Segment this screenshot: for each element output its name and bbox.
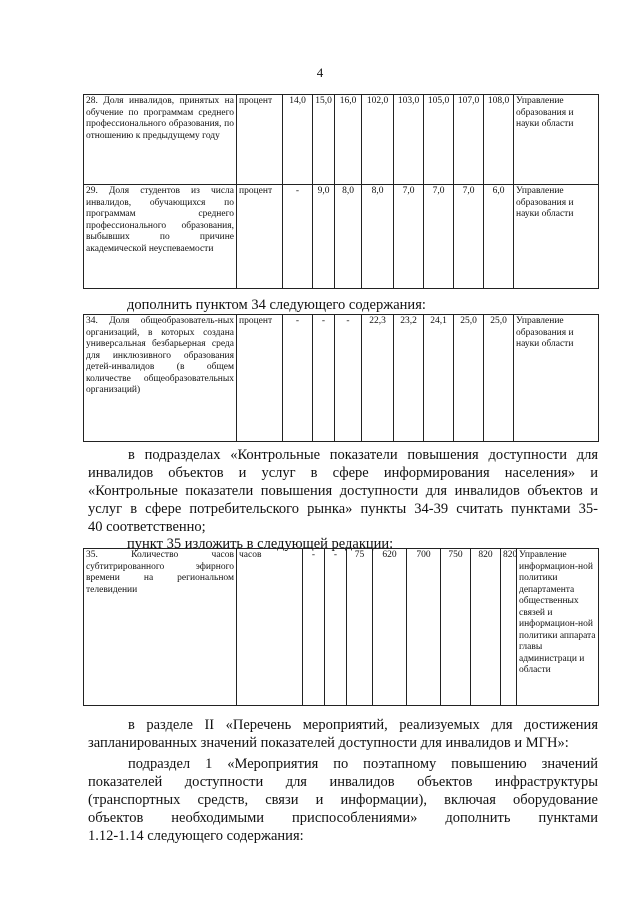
value-cell: 820 — [501, 549, 517, 706]
text-line: инвалидов объектов и услуг в сфере информирования населения» и — [88, 465, 598, 481]
unit-cell: процент — [237, 185, 283, 289]
subsections-paragraph — [88, 446, 598, 536]
unit-cell: часов — [237, 549, 303, 706]
value-cell: 102,0 — [362, 95, 394, 185]
item-35-paragraph: пункт 35 изложить в следующей редакции: — [127, 536, 394, 552]
value-cell: 75 — [347, 549, 373, 706]
text-line: объектов необходимыми приспособлениями» дополнить пунктами — [88, 810, 598, 826]
unit-cell: процент — [237, 95, 283, 185]
text-line: в подразделах «Контрольные показатели повышения доступности для — [128, 447, 598, 463]
value-cell: - — [303, 549, 325, 706]
page-number: 4 — [316, 65, 324, 80]
value-cell: - — [313, 315, 335, 442]
value-cell: 620 — [373, 549, 407, 706]
value-cell: 108,0 — [484, 95, 514, 185]
value-cell: - — [283, 315, 313, 442]
value-cell: 22,3 — [362, 315, 394, 442]
indicator-cell: 28. Доля инвалидов, принятых на обучение по программам среднего профессионального образования, по отношению к предыдущему году — [84, 95, 237, 185]
indicator-cell: 29. Доля студентов из числа инвалидов, обучающихся по программам среднего профессионального образования, выбывших по причине академической неуспеваемости — [84, 185, 237, 289]
text-line: показателей доступности для инвалидов объектов инфраструктуры — [88, 774, 598, 790]
value-cell: 24,1 — [424, 315, 454, 442]
value-cell: - — [335, 315, 362, 442]
value-cell: 25,0 — [484, 315, 514, 442]
responsible-cell: Управление образования и науки области — [514, 315, 599, 442]
value-cell: 7,0 — [454, 185, 484, 289]
subsection-1-paragraph — [88, 755, 598, 845]
value-cell: 25,0 — [454, 315, 484, 442]
text-line: подраздел 1 «Мероприятия по поэтапному повышению значений — [128, 756, 598, 772]
text-line: 1.12-1.14 следующего содержания: — [88, 828, 304, 844]
value-cell: 107,0 — [454, 95, 484, 185]
table-row — [84, 95, 599, 185]
value-cell: 23,2 — [394, 315, 424, 442]
value-cell: 820 — [471, 549, 501, 706]
responsible-cell: Управление информацион-ной политики департамента общественных связей и информацион-ной политики аппарата главы администраци и области — [517, 549, 599, 706]
table-row — [84, 549, 599, 706]
value-cell: 15,0 — [313, 95, 335, 185]
indicators-table-2 — [83, 314, 599, 442]
value-cell: 6,0 — [484, 185, 514, 289]
unit-cell: процент — [237, 315, 283, 442]
value-cell: 700 — [407, 549, 441, 706]
value-cell: 9,0 — [313, 185, 335, 289]
indicators-table-1 — [83, 94, 599, 289]
text-line: в разделе II «Перечень мероприятий, реализуемых для достижения — [128, 717, 598, 733]
value-cell: 8,0 — [362, 185, 394, 289]
responsible-cell: Управление образования и науки области — [514, 185, 599, 289]
text-line: (транспортных средств, связи и информации), включая оборудование — [88, 792, 598, 808]
value-cell: 103,0 — [394, 95, 424, 185]
value-cell: 105,0 — [424, 95, 454, 185]
table-row — [84, 185, 599, 289]
value-cell: - — [325, 549, 347, 706]
value-cell: - — [283, 185, 313, 289]
value-cell: 7,0 — [424, 185, 454, 289]
value-cell: 16,0 — [335, 95, 362, 185]
text-line: «Контрольные показатели повышения доступности для инвалидов объектов и — [88, 483, 598, 499]
table-row — [84, 315, 599, 442]
value-cell: 14,0 — [283, 95, 313, 185]
value-cell: 750 — [441, 549, 471, 706]
value-cell: 8,0 — [335, 185, 362, 289]
indicator-cell: 34. Доля общеобразователь-ных организаций, в которых создана универсальная безбарьерная среда для инклюзивного образования детей-инвалидов (в общем количестве общеобразовательных организаций) — [84, 315, 237, 442]
text-line: услуг в сфере потребительского рынка» пункты 34-39 считать пунктами 35- — [88, 501, 598, 517]
text-line: запланированных значений показателей доступности для инвалидов и МГН»: — [88, 735, 569, 751]
indicators-table-3 — [83, 548, 599, 706]
add-item-34-paragraph: дополнить пунктом 34 следующего содержания: — [127, 297, 426, 313]
section-2-paragraph — [88, 716, 598, 752]
text-line: 40 соответственно; — [88, 519, 206, 535]
responsible-cell: Управление образования и науки области — [514, 95, 599, 185]
indicator-cell: 35. Количество часов субтитрированного эфирного времени на региональном телевидении — [84, 549, 237, 706]
value-cell: 7,0 — [394, 185, 424, 289]
